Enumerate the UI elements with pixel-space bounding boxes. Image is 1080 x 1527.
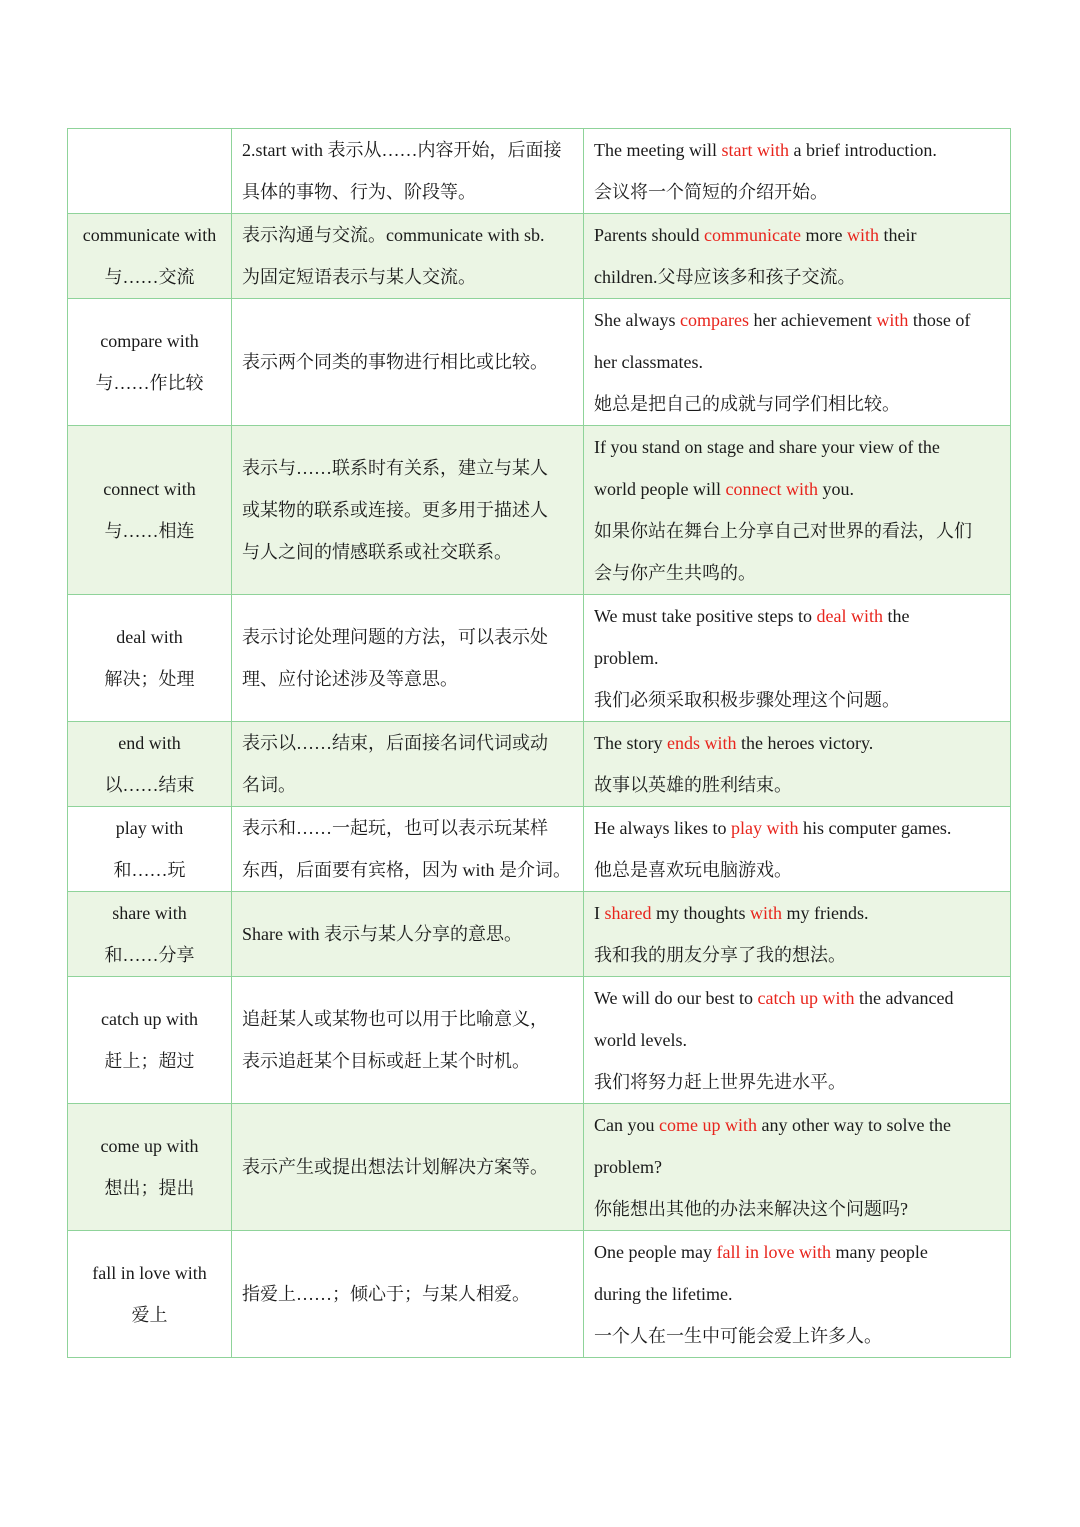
table-row [68, 807, 1011, 892]
table-row [68, 595, 1011, 722]
phrase-cell [68, 595, 232, 722]
highlighted-phrase: deal with [816, 606, 884, 626]
phrase-text: end with [118, 733, 181, 753]
highlighted-phrase: ends with [666, 733, 737, 753]
example-line [594, 977, 1000, 1019]
example-text: problem? [594, 1157, 662, 1177]
explanation-line: 表示产生或提出想法计划解决方案等。 [242, 1157, 548, 1177]
example-cell [584, 722, 1011, 807]
explanation-line: 理、应付论述涉及等意思。 [242, 669, 458, 689]
example-text: his computer games. [798, 818, 952, 838]
phrase-cell [68, 1104, 232, 1231]
example-text: 我们将努力赶上世界先进水平。 [594, 1072, 846, 1092]
example-text: The meeting will [594, 140, 722, 160]
example-line [594, 426, 1000, 468]
phrase-meaning: 赶上；超过 [104, 1051, 195, 1071]
phrase-cell [68, 807, 232, 892]
example-line [594, 552, 1000, 594]
phrase-text: catch up with [101, 1009, 198, 1029]
example-text: The story [594, 733, 667, 753]
highlighted-phrase: fall in love with [716, 1242, 831, 1262]
phrase-cell [68, 1231, 232, 1358]
example-text: Parents should [594, 225, 704, 245]
example-line [594, 595, 1000, 637]
explanation-line: Share with 表示与某人分享的意思。 [242, 924, 522, 944]
example-text: If you stand on stage and share your view of the [594, 437, 940, 457]
phrase-text: communicate with [82, 225, 217, 245]
example-line [594, 171, 1000, 213]
highlighted-phrase: compares [679, 310, 749, 330]
example-text: world people will [594, 479, 726, 499]
explanation-cell [232, 426, 584, 595]
example-line [594, 764, 1000, 806]
phrase-text: deal with [116, 627, 183, 647]
highlighted-phrase: shared [604, 903, 652, 923]
example-line [594, 129, 1000, 171]
phrase-cell [68, 299, 232, 426]
example-text: any other way to solve the [756, 1115, 951, 1135]
highlighted-phrase: with [846, 225, 879, 245]
example-text: 故事以英雄的胜利结束。 [594, 775, 792, 795]
phrase-meaning: 与……作比较 [95, 373, 204, 393]
explanation-cell [232, 1104, 584, 1231]
phrase-table [67, 128, 1011, 1358]
example-cell [584, 807, 1011, 892]
highlighted-phrase: start with [721, 140, 789, 160]
example-text: 你能想出其他的办法来解决这个问题吗? [594, 1199, 908, 1219]
highlighted-phrase: come up with [659, 1115, 757, 1135]
phrase-cell [68, 426, 232, 595]
phrase-text: compare with [100, 331, 199, 351]
table-row [68, 892, 1011, 977]
phrase-cell [68, 722, 232, 807]
example-line [594, 256, 1000, 298]
highlighted-phrase: catch up with [757, 988, 855, 1008]
explanation-cell [232, 977, 584, 1104]
example-line [594, 1273, 1000, 1315]
explanation-line: 东西，后面要有宾格，因为 with 是介词。 [242, 860, 571, 880]
phrase-meaning: 想出；提出 [104, 1178, 195, 1198]
table-row [68, 1231, 1011, 1358]
phrase-meaning: 与……相连 [104, 521, 195, 541]
example-text: He always likes to [594, 818, 731, 838]
phrase-table-body [68, 129, 1011, 1358]
example-line [594, 1146, 1000, 1188]
example-line [594, 299, 1000, 341]
example-text: 我们必须采取积极步骤处理这个问题。 [594, 690, 900, 710]
explanation-line: 表示以……结束，后面接名词代词或动 [242, 733, 548, 753]
example-text: 她总是把自己的成就与同学们相比较。 [594, 394, 900, 414]
example-text: 如果你站在舞台上分享自己对世界的看法，人们 [594, 521, 972, 541]
explanation-cell [232, 807, 584, 892]
example-text: 会与你产生共鸣的。 [594, 563, 756, 583]
example-text: We must take positive steps to [594, 606, 817, 626]
explanation-line: 表示两个同类的事物进行相比或比较。 [242, 352, 548, 372]
example-text: We will do our best to [594, 988, 758, 1008]
explanation-line: 表示与……联系时有关系，建立与某人 [242, 458, 548, 478]
explanation-line: 表示追赶某个目标或赶上某个时机。 [242, 1051, 530, 1071]
phrase-meaning: 爱上 [131, 1305, 168, 1325]
table-row [68, 426, 1011, 595]
example-text: the heroes victory. [736, 733, 874, 753]
explanation-line: 表示沟通与交流。communicate with sb. [242, 225, 545, 245]
example-line [594, 1315, 1000, 1357]
example-text: my thoughts [651, 903, 750, 923]
highlighted-phrase: with [876, 310, 909, 330]
highlighted-phrase: communicate [704, 225, 801, 245]
explanation-line: 2.start with 表示从……内容开始，后面接 [242, 140, 562, 160]
explanation-cell [232, 722, 584, 807]
example-line [594, 383, 1000, 425]
explanation-cell [232, 129, 584, 214]
example-cell [584, 977, 1011, 1104]
highlighted-phrase: with [750, 903, 783, 923]
example-cell [584, 1231, 1011, 1358]
table-row [68, 722, 1011, 807]
phrase-meaning: 以……结束 [104, 775, 195, 795]
explanation-cell [232, 214, 584, 299]
example-line [594, 934, 1000, 976]
example-line [594, 1104, 1000, 1146]
example-text: 会议将一个简短的介绍开始。 [594, 182, 828, 202]
phrase-cell [68, 977, 232, 1104]
example-line [594, 807, 1000, 849]
explanation-line: 表示和……一起玩，也可以表示玩某样 [242, 818, 548, 838]
table-row [68, 977, 1011, 1104]
example-cell [584, 426, 1011, 595]
example-text: my friends. [782, 903, 869, 923]
example-text: She always [594, 310, 680, 330]
example-cell [584, 595, 1011, 722]
explanation-line: 或某物的联系或连接。更多用于描述人 [242, 500, 548, 520]
example-text: you. [817, 479, 854, 499]
example-line [594, 1019, 1000, 1061]
explanation-line: 具体的事物、行为、阶段等。 [242, 182, 476, 202]
example-text: One people may [594, 1242, 717, 1262]
example-cell [584, 299, 1011, 426]
phrase-cell [68, 129, 232, 214]
explanation-cell [232, 299, 584, 426]
example-cell [584, 129, 1011, 214]
phrase-meaning: 和……玩 [113, 860, 186, 880]
example-line [594, 637, 1000, 679]
example-cell [584, 892, 1011, 977]
explanation-line: 追赶某人或某物也可以用于比喻意义， [242, 1009, 548, 1029]
example-text: I [594, 903, 605, 923]
phrase-text: come up with [100, 1136, 199, 1156]
example-text: their [878, 225, 917, 245]
example-text: problem. [594, 648, 659, 668]
example-text: 他总是喜欢玩电脑游戏。 [594, 860, 792, 880]
table-row [68, 214, 1011, 299]
example-text: 我和我的朋友分享了我的想法。 [594, 945, 846, 965]
example-text: her achievement [748, 310, 877, 330]
example-line [594, 468, 1000, 510]
example-text: world levels. [594, 1030, 687, 1050]
example-text: more [800, 225, 847, 245]
explanation-line: 为固定短语表示与某人交流。 [242, 267, 476, 287]
example-text: Can you [594, 1115, 659, 1135]
table-row [68, 299, 1011, 426]
phrase-text: connect with [103, 479, 196, 499]
table-row [68, 129, 1011, 214]
explanation-line: 表示讨论处理问题的方法，可以表示处 [242, 627, 548, 647]
example-line [594, 1061, 1000, 1103]
example-cell [584, 1104, 1011, 1231]
example-line [594, 214, 1000, 256]
example-line [594, 679, 1000, 721]
example-text: the [883, 606, 910, 626]
example-text: the advanced [854, 988, 954, 1008]
phrase-meaning: 和……分享 [104, 945, 195, 965]
example-line [594, 892, 1000, 934]
phrase-text: play with [115, 818, 184, 838]
explanation-line: 与人之间的情感联系或社交联系。 [242, 542, 512, 562]
example-text: a brief introduction. [788, 140, 937, 160]
example-text: children.父母应该多和孩子交流。 [594, 267, 856, 287]
example-line [594, 722, 1000, 764]
example-text: 一个人在一生中可能会爱上许多人。 [594, 1326, 882, 1346]
example-text: during the lifetime. [594, 1284, 733, 1304]
phrase-meaning: 解决；处理 [104, 669, 195, 689]
phrase-text: share with [112, 903, 187, 923]
example-line [594, 1231, 1000, 1273]
table-row [68, 1104, 1011, 1231]
phrase-cell [68, 892, 232, 977]
example-line [594, 341, 1000, 383]
example-text: those of [908, 310, 971, 330]
phrase-meaning: 与……交流 [104, 267, 195, 287]
explanation-cell [232, 892, 584, 977]
example-text: her classmates. [594, 352, 703, 372]
explanation-cell [232, 595, 584, 722]
explanation-cell [232, 1231, 584, 1358]
phrase-text: fall in love with [92, 1263, 207, 1283]
example-cell [584, 214, 1011, 299]
explanation-line: 名词。 [242, 775, 296, 795]
highlighted-phrase: play with [730, 818, 799, 838]
example-line [594, 1188, 1000, 1230]
example-text: many people [830, 1242, 928, 1262]
phrase-cell [68, 214, 232, 299]
example-line [594, 510, 1000, 552]
explanation-line: 指爱上……；倾心于；与某人相爱。 [242, 1284, 530, 1304]
highlighted-phrase: connect with [725, 479, 818, 499]
example-line [594, 849, 1000, 891]
